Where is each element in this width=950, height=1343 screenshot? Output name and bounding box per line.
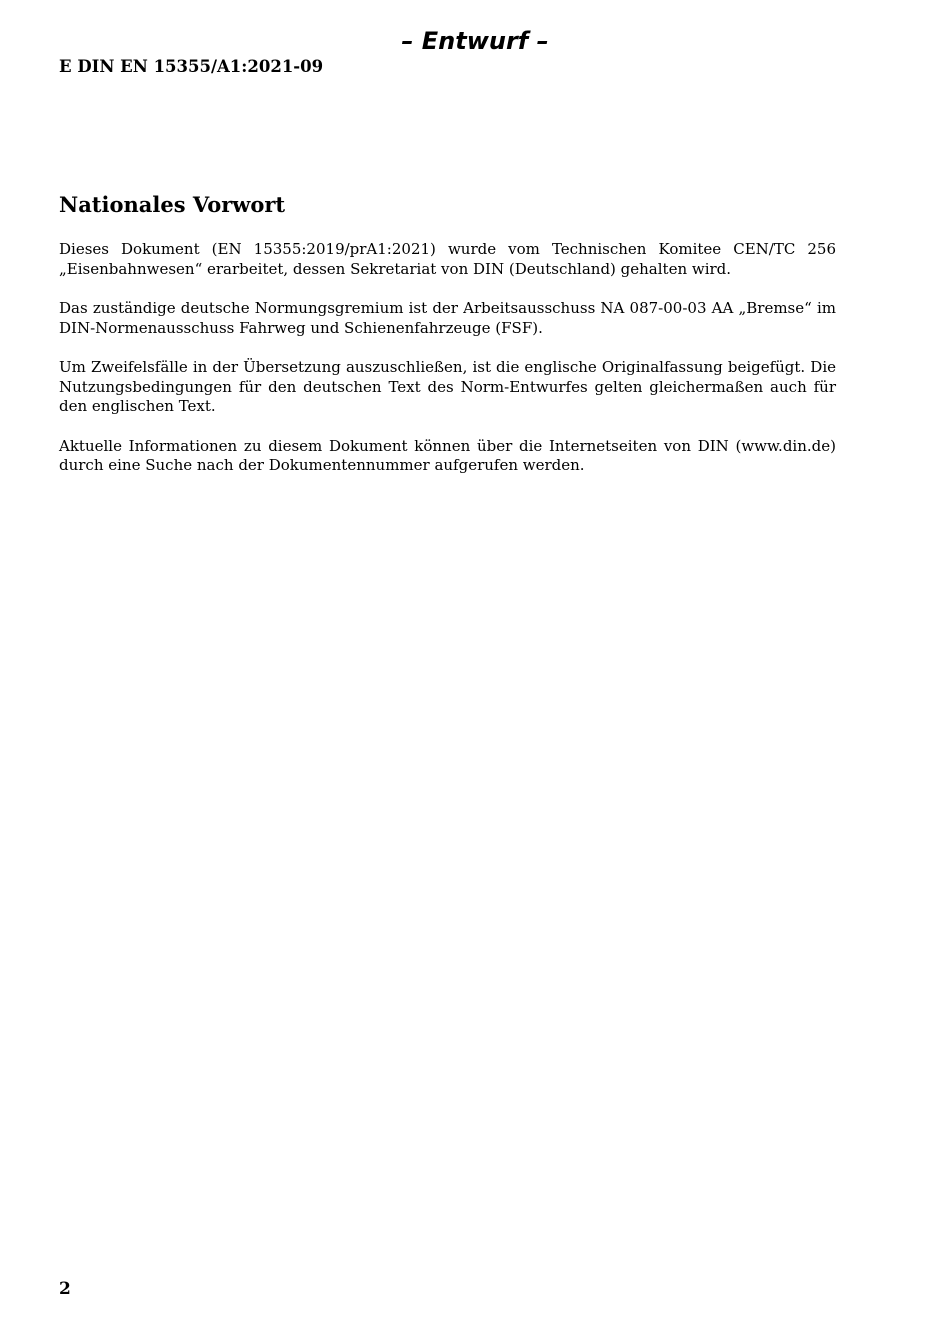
paragraph-committee: Dieses Dokument (EN 15355:2019/prA1:2021) wurde vom Technischen Komitee CEN/TC 256 „Eisenbahnwesen“ erarbeitet, dessen Sekretariat von DIN (Deutschland) gehalten wird. bbox=[59, 240, 836, 278]
page-number: 2 bbox=[59, 1279, 71, 1299]
paragraph-standards-body: Das zuständige deutsche Normungsgremium ist der Arbeitsausschuss NA 087-00-03 AA „Bremse“ im DIN-Normenausschuss Fahrweg und Schienenfahrzeuge (FSF). bbox=[59, 299, 836, 337]
draft-banner: – Entwurf – bbox=[401, 27, 549, 55]
paragraph-translation: Um Zweifelsfälle in der Übersetzung auszuschließen, ist die englische Originalfassung beigefügt. Die Nutzungsbedingungen für den deutschen Text des Norm-Entwurfes gelten gleichermaßen auch für den englischen Text. bbox=[59, 358, 836, 415]
paragraph-information: Aktuelle Informationen zu diesem Dokument können über die Internetseiten von DIN (www.din.de) durch eine Suche nach der Dokumentennummer aufgerufen werden. bbox=[59, 436, 836, 474]
document-id: E DIN EN 15355/A1:2021-09 bbox=[59, 57, 324, 76]
section-title: Nationales Vorwort bbox=[59, 192, 286, 217]
body-text bbox=[59, 240, 836, 496]
